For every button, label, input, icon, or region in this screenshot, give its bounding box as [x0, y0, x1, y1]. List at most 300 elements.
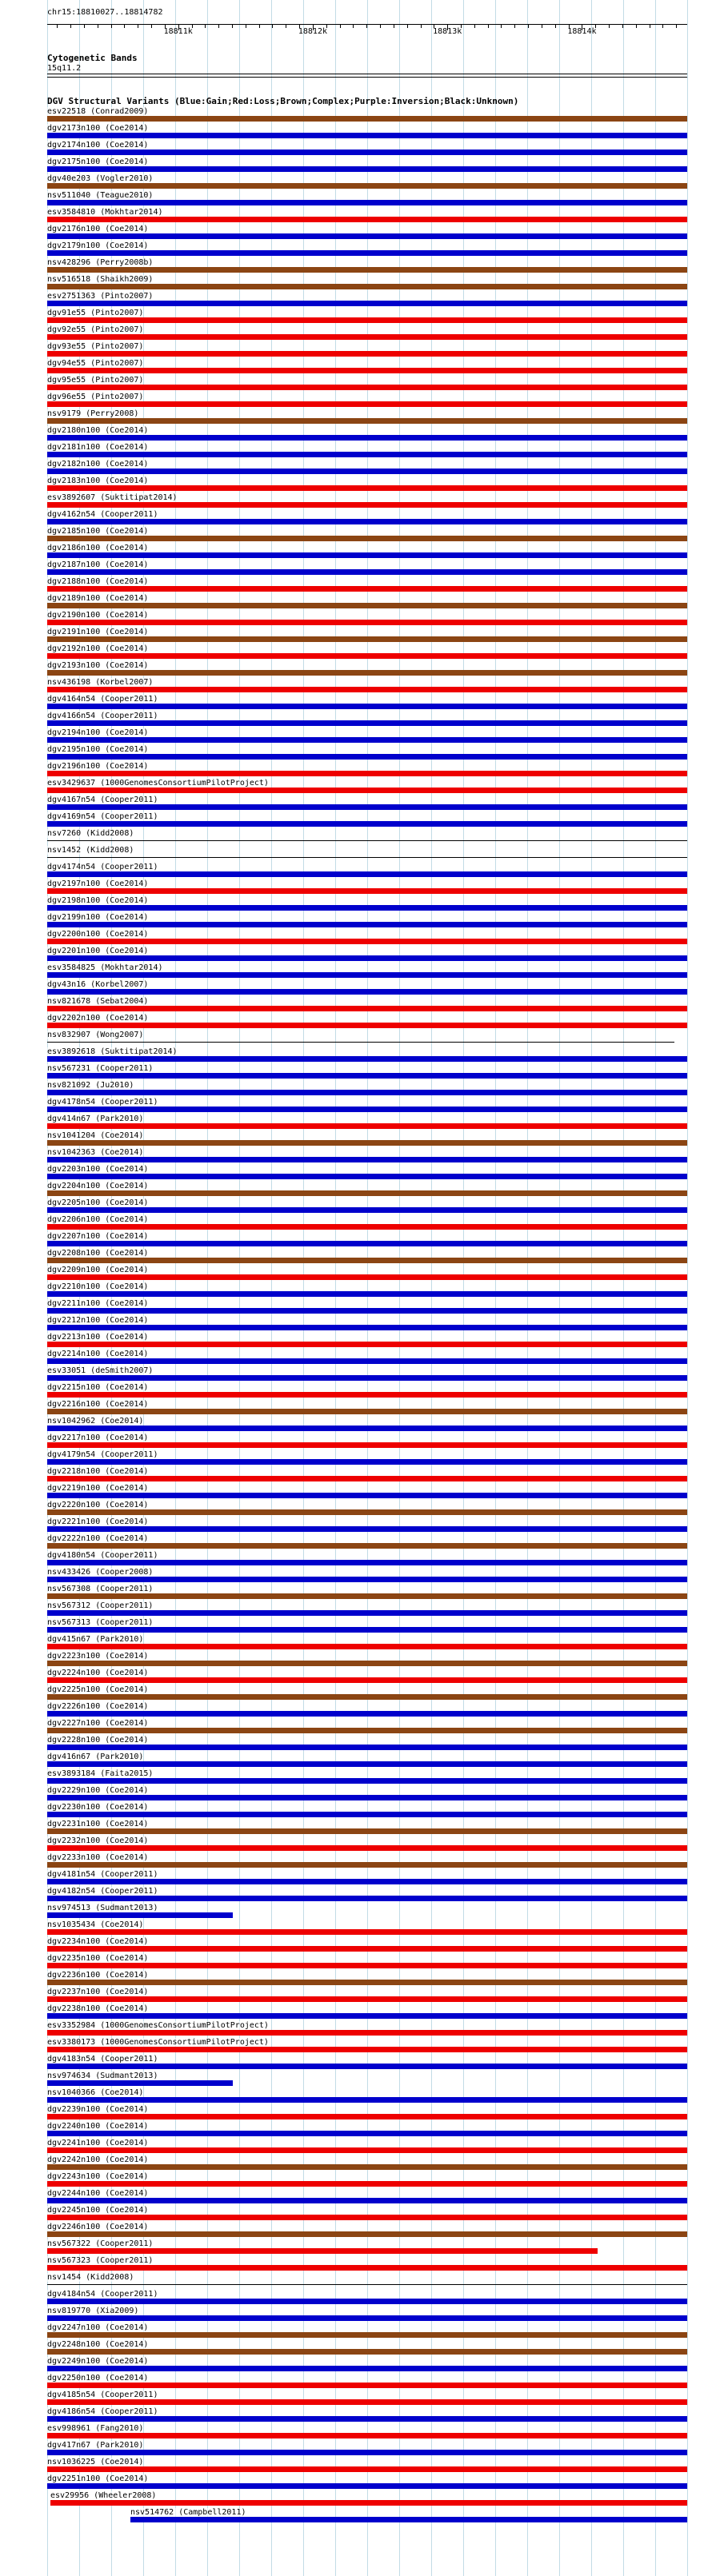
- variant-bar-gain[interactable]: [47, 704, 687, 709]
- variant-row[interactable]: [47, 2122, 687, 2139]
- variant-bar-loss[interactable]: [47, 334, 687, 340]
- variant-row[interactable]: [47, 1736, 687, 1753]
- variant-bar-loss[interactable]: [47, 1123, 687, 1129]
- variant-bar-gain[interactable]: [47, 1459, 687, 1465]
- variant-bar-gain[interactable]: [47, 1745, 687, 1750]
- variant-bar-loss[interactable]: [47, 2248, 598, 2254]
- variant-bar-gain[interactable]: [47, 301, 687, 306]
- variant-row[interactable]: [47, 426, 687, 443]
- variant-bar-loss[interactable]: [47, 1963, 687, 1968]
- variant-bar-loss[interactable]: [47, 2030, 687, 2036]
- variant-bar-loss[interactable]: [47, 2147, 687, 2153]
- variant-row[interactable]: [47, 409, 687, 426]
- variant-row[interactable]: [47, 141, 687, 158]
- variant-bar-unknown[interactable]: [47, 2284, 687, 2285]
- variant-row[interactable]: [47, 2424, 687, 2441]
- variant-bar-gain[interactable]: [47, 2097, 687, 2103]
- variant-label: nsv1452 (Kidd2008): [47, 846, 134, 855]
- variant-bar-gain[interactable]: [47, 754, 687, 760]
- variant-bar-gain[interactable]: [47, 2080, 233, 2086]
- variant-row[interactable]: [47, 2290, 687, 2307]
- variant-bar-complex[interactable]: [47, 183, 687, 189]
- variant-row[interactable]: [47, 2223, 687, 2239]
- variant-bar-loss[interactable]: [47, 653, 687, 659]
- variant-bar-gain[interactable]: [47, 1912, 233, 1918]
- variant-bar-gain[interactable]: [47, 2366, 687, 2371]
- variant-row[interactable]: [47, 628, 687, 644]
- variant-bar-loss[interactable]: [47, 1644, 687, 1649]
- variant-bar-gain[interactable]: [47, 1526, 687, 1532]
- variant-row[interactable]: [47, 1081, 687, 1098]
- variant-row[interactable]: [47, 796, 687, 812]
- variant-bar-loss[interactable]: [47, 1224, 687, 1230]
- variant-row[interactable]: [47, 393, 687, 409]
- variant-row[interactable]: [47, 1753, 687, 1769]
- variant-bar-gain[interactable]: [47, 720, 687, 726]
- variant-bar-loss[interactable]: [47, 217, 687, 222]
- variant-row[interactable]: [47, 2055, 687, 2072]
- variant-row[interactable]: [47, 2357, 687, 2374]
- variant-bar-loss[interactable]: [47, 2215, 687, 2220]
- variant-row[interactable]: [47, 577, 687, 594]
- variant-row[interactable]: [47, 493, 687, 510]
- variant-bar-loss[interactable]: [47, 385, 687, 390]
- variant-bar-gain[interactable]: [47, 1778, 687, 1784]
- variant-bar-loss[interactable]: [47, 1996, 687, 2002]
- variant-row[interactable]: [47, 2407, 687, 2424]
- variant-row[interactable]: [47, 2189, 687, 2206]
- variant-row[interactable]: [47, 510, 687, 527]
- variant-bar-gain[interactable]: [47, 1207, 687, 1213]
- variant-bar-loss[interactable]: [47, 485, 687, 491]
- variant-row[interactable]: [47, 644, 687, 661]
- variant-bar-gain[interactable]: [47, 150, 687, 155]
- variant-bar-gain[interactable]: [47, 1107, 687, 1112]
- variant-bar-loss[interactable]: [47, 1392, 687, 1398]
- variant-row[interactable]: [47, 1383, 687, 1400]
- variant-bar-gain[interactable]: [47, 2198, 687, 2203]
- variant-bar-unknown[interactable]: [47, 840, 687, 841]
- variant-bar-loss[interactable]: [47, 1023, 687, 1028]
- variant-bar-loss[interactable]: [47, 2181, 687, 2187]
- variant-row[interactable]: [47, 527, 687, 544]
- variant-row[interactable]: [47, 1434, 687, 1450]
- variant-bar-gain[interactable]: [47, 1560, 687, 1565]
- variant-row[interactable]: [47, 728, 687, 745]
- variant-bar-complex[interactable]: [47, 1661, 687, 1666]
- variant-bar-loss[interactable]: [47, 2047, 687, 2052]
- variant-bar-gain[interactable]: [47, 1879, 687, 1884]
- variant-bar-complex[interactable]: [47, 2332, 687, 2338]
- variant-row[interactable]: [47, 2391, 687, 2407]
- variant-bar-gain[interactable]: [47, 452, 687, 457]
- variant-bar-loss[interactable]: [47, 351, 687, 357]
- variant-row[interactable]: [47, 1534, 687, 1551]
- variant-row[interactable]: [47, 1115, 687, 1131]
- variant-bar-gain[interactable]: [47, 2299, 687, 2304]
- variant-row[interactable]: [47, 2155, 687, 2172]
- variant-bar-gain[interactable]: [47, 250, 687, 256]
- variant-bar-gain[interactable]: [47, 1610, 687, 1616]
- variant-label: dgv4180n54 (Cooper2011): [47, 1551, 158, 1560]
- variant-bar-gain[interactable]: [47, 2131, 687, 2136]
- variant-row[interactable]: [47, 863, 687, 879]
- variant-row[interactable]: [47, 1282, 687, 1299]
- variant-row[interactable]: [47, 2088, 687, 2105]
- variant-bar-loss[interactable]: [47, 888, 687, 894]
- variant-row[interactable]: [47, 2256, 687, 2273]
- variant-bar-loss[interactable]: [47, 586, 687, 592]
- variant-bar-complex[interactable]: [47, 1190, 687, 1196]
- variant-bar-unknown[interactable]: [47, 857, 687, 858]
- variant-bar-gain[interactable]: [47, 922, 687, 927]
- variant-row[interactable]: [47, 158, 687, 174]
- variant-label: dgv4166n54 (Cooper2011): [47, 712, 158, 720]
- variant-bar-loss[interactable]: [47, 1442, 687, 1448]
- variant-bar-gain[interactable]: [47, 1358, 687, 1364]
- variant-bar-gain[interactable]: [47, 2064, 687, 2069]
- variant-row[interactable]: [47, 1585, 687, 1601]
- variant-bar-gain[interactable]: [47, 1291, 687, 1297]
- variant-bar-loss[interactable]: [47, 2114, 687, 2119]
- variant-row[interactable]: [47, 1014, 687, 1031]
- variant-bar-complex[interactable]: [47, 1828, 687, 1834]
- variant-row[interactable]: [47, 980, 687, 997]
- variant-row[interactable]: [47, 1198, 687, 1215]
- variant-bar-gain[interactable]: [47, 737, 687, 743]
- variant-row[interactable]: [47, 1685, 687, 1702]
- variant-bar-gain[interactable]: [47, 1627, 687, 1633]
- variant-bar-gain[interactable]: [47, 1375, 687, 1381]
- variant-row[interactable]: [47, 2239, 687, 2256]
- variant-bar-gain[interactable]: [47, 972, 687, 978]
- variant-row[interactable]: [47, 745, 687, 762]
- variant-bar-gain[interactable]: [47, 1308, 687, 1314]
- variant-row[interactable]: [47, 1131, 687, 1148]
- variant-bar-gain[interactable]: [47, 469, 687, 474]
- variant-bar-loss[interactable]: [47, 1274, 687, 1280]
- variant-bar-gain[interactable]: [47, 955, 687, 961]
- variant-bar-gain[interactable]: [47, 1426, 687, 1431]
- variant-bar-loss[interactable]: [47, 368, 687, 373]
- variant-row[interactable]: [47, 2021, 687, 2038]
- variant-bar-gain[interactable]: [47, 871, 687, 877]
- variant-bar-complex[interactable]: [47, 1140, 687, 1146]
- variant-label: dgv2212n100 (Coe2014): [47, 1316, 149, 1325]
- variant-bar-complex[interactable]: [47, 267, 687, 273]
- variant-row[interactable]: [47, 560, 687, 577]
- variant-bar-gain[interactable]: [47, 804, 687, 810]
- variant-row[interactable]: [47, 1904, 687, 1920]
- variant-row[interactable]: [47, 762, 687, 779]
- variant-row[interactable]: [47, 477, 687, 493]
- variant-row[interactable]: [47, 1601, 687, 1618]
- variant-bar-loss[interactable]: [47, 771, 687, 776]
- variant-row[interactable]: [47, 1417, 687, 1434]
- variant-row[interactable]: [47, 2172, 687, 2189]
- variant-bar-gain[interactable]: [47, 1073, 687, 1079]
- variant-row[interactable]: [47, 963, 687, 980]
- variant-row[interactable]: [47, 1769, 687, 1786]
- variant-row[interactable]: [47, 1669, 687, 1685]
- variant-bar-gain[interactable]: [47, 2315, 687, 2321]
- variant-bar-complex[interactable]: [47, 1862, 687, 1868]
- variant-bar-gain[interactable]: [47, 1241, 687, 1246]
- variant-row[interactable]: [47, 594, 687, 611]
- variant-row[interactable]: [47, 225, 687, 241]
- variant-bar-loss[interactable]: [50, 2500, 687, 2506]
- variant-bar-gain[interactable]: [47, 569, 687, 575]
- variant-row[interactable]: [47, 309, 687, 325]
- variant-row[interactable]: [47, 1098, 687, 1115]
- variant-row[interactable]: [47, 1517, 687, 1534]
- variant-bar-gain[interactable]: [47, 1493, 687, 1498]
- variant-bar-loss[interactable]: [47, 1342, 687, 1347]
- variant-row[interactable]: [47, 359, 687, 376]
- variant-bar-gain[interactable]: [47, 133, 687, 138]
- variant-bar-gain[interactable]: [47, 2483, 687, 2489]
- variant-bar-loss[interactable]: [47, 401, 687, 407]
- variant-row[interactable]: [47, 2206, 687, 2223]
- variant-row[interactable]: [47, 661, 687, 678]
- variant-row[interactable]: [47, 2273, 687, 2290]
- variant-bar-complex[interactable]: [47, 1694, 687, 1700]
- variant-bar-gain[interactable]: [47, 1577, 687, 1582]
- ruler-tick: [70, 24, 71, 28]
- variant-row[interactable]: [47, 174, 687, 191]
- variant-bar-complex[interactable]: [47, 418, 687, 424]
- variant-row[interactable]: [47, 1652, 687, 1669]
- variant-bar-gain[interactable]: [47, 519, 687, 524]
- variant-label: dgv96e55 (Pinto2007): [47, 393, 144, 401]
- variant-bar-loss[interactable]: [47, 2383, 687, 2388]
- variant-bar-gain[interactable]: [47, 435, 687, 441]
- variant-bar-complex[interactable]: [47, 1593, 687, 1599]
- variant-row[interactable]: [47, 460, 687, 477]
- variant-bar-loss[interactable]: [47, 2399, 687, 2405]
- variant-bar-gain[interactable]: [47, 1056, 687, 1062]
- variant-row[interactable]: [47, 779, 687, 796]
- variant-bar-loss[interactable]: [47, 2466, 687, 2472]
- variant-bar-gain[interactable]: [47, 1174, 687, 1179]
- variant-row[interactable]: [47, 1249, 687, 1266]
- variant-row[interactable]: [47, 930, 687, 947]
- variant-row[interactable]: [47, 2441, 687, 2458]
- variant-bar-complex[interactable]: [47, 2231, 687, 2237]
- variant-row[interactable]: [47, 1618, 687, 1635]
- variant-row[interactable]: [47, 1450, 687, 1467]
- variant-row[interactable]: [47, 2374, 687, 2391]
- ruler-tick: [407, 24, 408, 28]
- dgv-track-heading: DGV Structural Variants (Blue:Gain;Red:Loss;Brown;Complex;Purple:Inversion;Black:Unknown): [47, 96, 519, 106]
- variant-bar-gain[interactable]: [47, 1812, 687, 1817]
- variant-bar-loss[interactable]: [47, 1845, 687, 1851]
- variant-row[interactable]: [47, 1031, 687, 1047]
- variant-row[interactable]: [47, 2038, 687, 2055]
- variant-row[interactable]: [47, 2340, 687, 2357]
- variant-row[interactable]: [47, 1467, 687, 1484]
- variant-bar-complex[interactable]: [47, 670, 687, 676]
- variant-row[interactable]: [47, 292, 687, 309]
- variant-bar-complex[interactable]: [47, 1543, 687, 1549]
- variant-bar-gain[interactable]: [47, 1761, 687, 1767]
- variant-row[interactable]: [47, 1484, 687, 1501]
- variant-row[interactable]: [47, 191, 687, 208]
- variant-row[interactable]: [47, 2072, 687, 2088]
- variant-bar-complex[interactable]: [47, 1509, 687, 1515]
- variant-row[interactable]: [47, 1366, 687, 1383]
- variant-row[interactable]: [47, 1988, 687, 2004]
- variant-row[interactable]: [47, 1937, 687, 1954]
- variant-row[interactable]: [47, 2307, 687, 2323]
- variant-row[interactable]: [47, 1232, 687, 1249]
- variant-row[interactable]: [47, 1702, 687, 1719]
- variant-bar-loss[interactable]: [47, 502, 687, 508]
- variant-row[interactable]: [47, 1954, 687, 1971]
- variant-bar-gain[interactable]: [47, 821, 687, 827]
- variant-row[interactable]: [47, 896, 687, 913]
- variant-bar-loss[interactable]: [47, 1946, 687, 1952]
- variant-bar-loss[interactable]: [47, 1006, 687, 1011]
- variant-row[interactable]: [47, 2004, 687, 2021]
- variant-bar-complex[interactable]: [47, 636, 687, 642]
- variant-bar-complex[interactable]: [47, 284, 687, 289]
- variant-row[interactable]: [47, 1853, 687, 1870]
- variant-bar-complex[interactable]: [47, 1728, 687, 1733]
- variant-row[interactable]: [47, 1047, 687, 1064]
- variant-row[interactable]: [47, 1299, 687, 1316]
- variant-label: dgv43n16 (Korbel2007): [47, 980, 149, 989]
- variant-row[interactable]: [47, 275, 687, 292]
- variant-row[interactable]: [47, 2139, 687, 2155]
- variant-row[interactable]: [47, 1148, 687, 1165]
- variant-bar-loss[interactable]: [47, 788, 687, 793]
- variant-row[interactable]: [47, 1920, 687, 1937]
- variant-bar-loss[interactable]: [47, 2265, 687, 2271]
- variant-row[interactable]: [47, 1568, 687, 1585]
- variant-label: dgv4185n54 (Cooper2011): [47, 2391, 158, 2399]
- variant-bar-loss[interactable]: [47, 317, 687, 323]
- variant-row[interactable]: [47, 1215, 687, 1232]
- variant-row[interactable]: [47, 1786, 687, 1803]
- variant-row[interactable]: [47, 846, 687, 863]
- variant-row[interactable]: [47, 1064, 687, 1081]
- variant-row[interactable]: [47, 241, 687, 258]
- variant-bar-gain[interactable]: [47, 1711, 687, 1717]
- coordinate-readout: chr15:18810027..18814782: [47, 8, 163, 17]
- variant-row[interactable]: [47, 712, 687, 728]
- variant-bar-complex[interactable]: [47, 1409, 687, 1414]
- variant-row[interactable]: [47, 1501, 687, 1517]
- variant-row[interactable]: [47, 2508, 687, 2525]
- variant-bar-loss[interactable]: [47, 939, 687, 944]
- variant-row[interactable]: [47, 544, 687, 560]
- variant-bar-gain[interactable]: [47, 1795, 687, 1800]
- variant-row[interactable]: [47, 258, 687, 275]
- variant-row[interactable]: [47, 2474, 687, 2491]
- variant-bar-loss[interactable]: [47, 620, 687, 625]
- variant-row[interactable]: [47, 812, 687, 829]
- variant-bar-gain[interactable]: [47, 552, 687, 558]
- variant-bar-gain[interactable]: [47, 2013, 687, 2019]
- variant-bar-complex[interactable]: [47, 1258, 687, 1263]
- variant-row[interactable]: [47, 1350, 687, 1366]
- variant-row[interactable]: [47, 1803, 687, 1820]
- variant-row[interactable]: [47, 611, 687, 628]
- variant-bar-loss[interactable]: [47, 1929, 687, 1935]
- variant-bar-complex[interactable]: [47, 2164, 687, 2170]
- variant-row[interactable]: [47, 1551, 687, 1568]
- variant-row[interactable]: [47, 1719, 687, 1736]
- variant-row[interactable]: [47, 208, 687, 225]
- variant-row[interactable]: [47, 829, 687, 846]
- variant-row[interactable]: [47, 1635, 687, 1652]
- variant-row[interactable]: [47, 2491, 687, 2508]
- variant-bar-complex[interactable]: [47, 536, 687, 541]
- variant-row[interactable]: [47, 1333, 687, 1350]
- variant-bar-gain[interactable]: [47, 200, 687, 205]
- variant-bar-complex[interactable]: [47, 2349, 687, 2355]
- variant-row[interactable]: [47, 879, 687, 896]
- variant-bar-loss[interactable]: [47, 2433, 687, 2438]
- variant-row[interactable]: [47, 913, 687, 930]
- variant-row[interactable]: [47, 1266, 687, 1282]
- variant-row[interactable]: [47, 107, 687, 124]
- variant-row[interactable]: [47, 1887, 687, 1904]
- variant-row[interactable]: [47, 947, 687, 963]
- variant-row[interactable]: [47, 1870, 687, 1887]
- variant-row[interactable]: [47, 2458, 687, 2474]
- variant-row[interactable]: [47, 1316, 687, 1333]
- variant-row[interactable]: [47, 2323, 687, 2340]
- variant-bar-gain[interactable]: [47, 905, 687, 911]
- variant-row[interactable]: [47, 342, 687, 359]
- variant-row[interactable]: [47, 376, 687, 393]
- variant-row[interactable]: [47, 124, 687, 141]
- variant-row[interactable]: [47, 443, 687, 460]
- variant-bar-gain[interactable]: [47, 166, 687, 172]
- variant-bar-unknown[interactable]: [47, 1042, 674, 1043]
- variant-row[interactable]: [47, 2105, 687, 2122]
- variant-row[interactable]: [47, 1836, 687, 1853]
- variant-bar-loss[interactable]: [47, 1476, 687, 1481]
- variant-bar-gain[interactable]: [130, 2517, 687, 2522]
- variant-bar-complex[interactable]: [47, 1980, 687, 1985]
- variant-row[interactable]: [47, 1820, 687, 1836]
- variant-bar-gain[interactable]: [47, 1896, 687, 1901]
- variant-bar-gain[interactable]: [47, 2416, 687, 2422]
- variant-bar-complex[interactable]: [47, 603, 687, 608]
- variant-label: dgv2214n100 (Coe2014): [47, 1350, 149, 1358]
- variant-bar-gain[interactable]: [47, 1325, 687, 1330]
- variant-row[interactable]: [47, 695, 687, 712]
- variant-bar-gain[interactable]: [47, 1157, 687, 1162]
- variant-row[interactable]: [47, 997, 687, 1014]
- variant-row[interactable]: [47, 1400, 687, 1417]
- variant-bar-loss[interactable]: [47, 1677, 687, 1683]
- variant-row[interactable]: [47, 1971, 687, 1988]
- variant-bar-gain[interactable]: [47, 989, 687, 995]
- variant-row[interactable]: [47, 1165, 687, 1182]
- variant-row[interactable]: [47, 1182, 687, 1198]
- variant-row[interactable]: [47, 325, 687, 342]
- variant-bar-loss[interactable]: [47, 687, 687, 692]
- variant-row[interactable]: [47, 678, 687, 695]
- variant-bar-gain[interactable]: [47, 2450, 687, 2455]
- variant-bar-complex[interactable]: [47, 116, 687, 122]
- variant-bar-gain[interactable]: [47, 233, 687, 239]
- variant-bar-gain[interactable]: [47, 1090, 687, 1095]
